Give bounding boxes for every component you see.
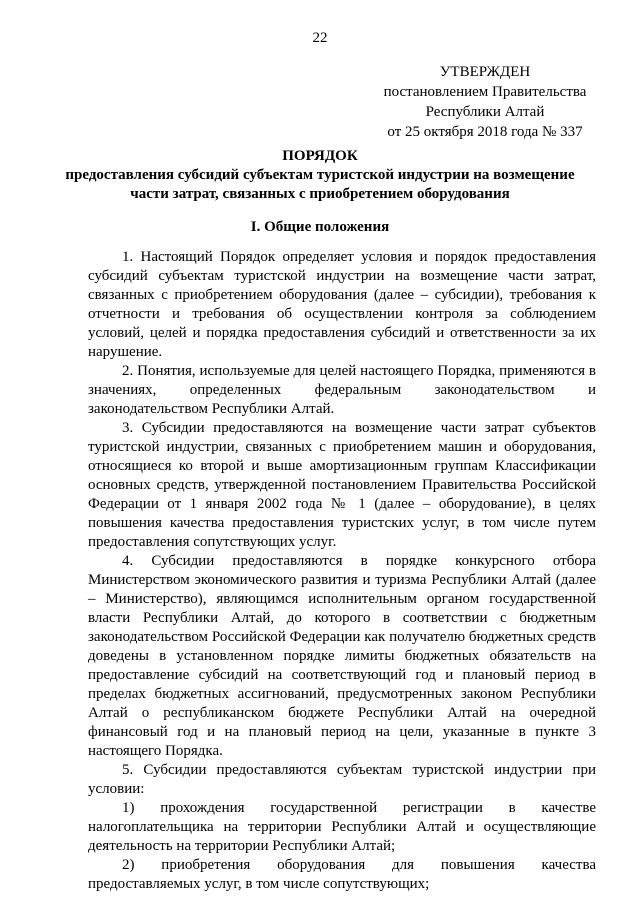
- paragraph-5-item-1: 1) прохождения государственной регистрации в качестве налогоплательщика на территории Республики Алтай и осуществляющие деятельность на территории Республики Алтай;: [88, 800, 596, 854]
- approval-line-republic: Республики Алтай: [425, 104, 545, 120]
- approval-heading: УТВЕРЖДЕН: [439, 64, 531, 80]
- paragraph-3: 3. Субсидии предоставляются на возмещение части затрат субъектов туристской индустрии, связанных с приобретением машин и оборудования, относящиеся ко второй и выше амортизационным группам Классификации основных средств, утвержденной постановлением Правительства Российской Федерации от 1 января 2002 года № 1 (далее – оборудование), в целях повышения качества предоставления туристских услуг, в том числе путем предоставления сопутствующих услуг.: [88, 420, 596, 550]
- approval-line-decree: постановлением Правительства: [383, 84, 587, 100]
- section-heading: I. Общие положения: [250, 219, 390, 235]
- approval-block: [360, 62, 610, 142]
- paragraph-1: 1. Настоящий Порядок определяет условия и порядок предоставления субсидий субъектам туристской индустрии на возмещение части затрат, связанных с приобретением оборудования (далее – субсидии), требования к отчетности и требования об осуществлении контроля за соблюдением условий, целей и порядка предоставления субсидий и ответственности за их нарушение.: [88, 249, 596, 360]
- paragraph-5-item-2: 2) приобретения оборудования для повышения качества предоставляемых услуг, в том числе сопутствующих;: [88, 857, 596, 892]
- paragraph-4: 4. Субсидии предоставляются в порядке конкурсного отбора Министерством экономического развития и туризма Республики Алтай (далее – Министерство), являющимся исполнительным органом государственной власти Республики Алтай, до которого в соответствии с бюджетным законодательством Российской Федерации как получателю бюджетных средств доведены в установленном порядке лимиты бюджетных обязательств на предоставление субсидий на соответствующий год и плановый период в пределах бюджетных ассигнований, предусмотренных законом Республики Алтай о республиканском бюджете Республики Алтай на очередной финансовый год и на плановый период на цели, указанные в пункте 3 настоящего Порядка.: [88, 553, 596, 759]
- paragraph-5: 5. Субсидии предоставляются субъектам туристской индустрии при условии:: [88, 762, 596, 797]
- approval-line-date: от 25 октября 2018 года № 337: [387, 124, 583, 140]
- page-number: 22: [312, 30, 328, 46]
- paragraph-2: 2. Понятия, используемые для целей настоящего Порядка, применяются в значениях, определенных федеральным законодательством и законодательством Республики Алтай.: [88, 363, 596, 417]
- document-body: [88, 248, 596, 894]
- document-title: ПОРЯДОК: [282, 148, 358, 164]
- document-subtitle: предоставления субсидий субъектам туристской индустрии на возмещение части затрат, связанных с приобретением оборудования: [65, 167, 575, 202]
